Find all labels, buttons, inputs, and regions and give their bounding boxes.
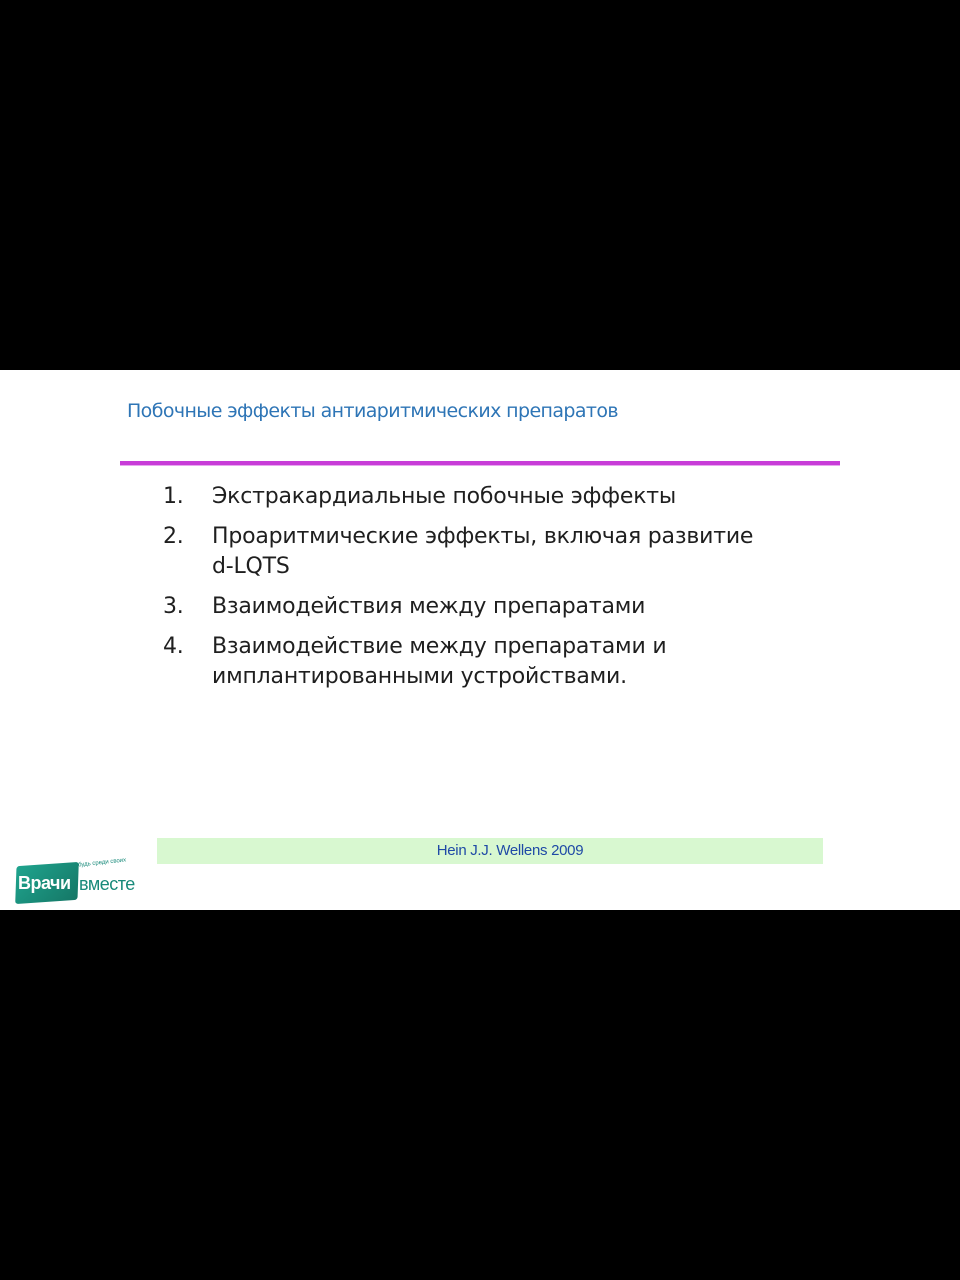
title-divider <box>120 461 840 465</box>
list-item <box>163 632 803 692</box>
presentation-slide <box>0 370 960 910</box>
list-number: 3. <box>163 594 184 619</box>
list-item-text: Взаимодействия между препаратами <box>212 594 646 619</box>
list-item-text-continuation: d-LQTS <box>212 554 290 579</box>
list-item <box>163 592 803 622</box>
list-item-text: Взаимодействие между препаратами и <box>212 634 667 659</box>
slide-title: Побочные эффекты антиаритмических препаратов <box>127 400 619 422</box>
list-number: 4. <box>163 634 184 659</box>
list-number: 1. <box>163 484 184 509</box>
list-number: 2. <box>163 524 184 549</box>
channel-logo <box>12 856 152 906</box>
citation-bar <box>157 838 823 864</box>
citation-text: Hein J.J. Wellens 2009 <box>436 842 584 859</box>
list-item <box>163 482 803 512</box>
logo-word-vrachi: Врачи <box>18 873 71 893</box>
numbered-list <box>163 482 803 702</box>
list-item-text-continuation: имплантированными устройствами. <box>212 664 627 689</box>
logo-word-vmeste: вместе <box>79 874 135 894</box>
list-item <box>163 522 803 582</box>
list-item-text: Экстракардиальные побочные эффекты <box>212 484 677 509</box>
logo-tagline: будь среди своих <box>77 857 127 869</box>
list-item-text: Проаритмические эффекты, включая развитие <box>212 524 754 549</box>
